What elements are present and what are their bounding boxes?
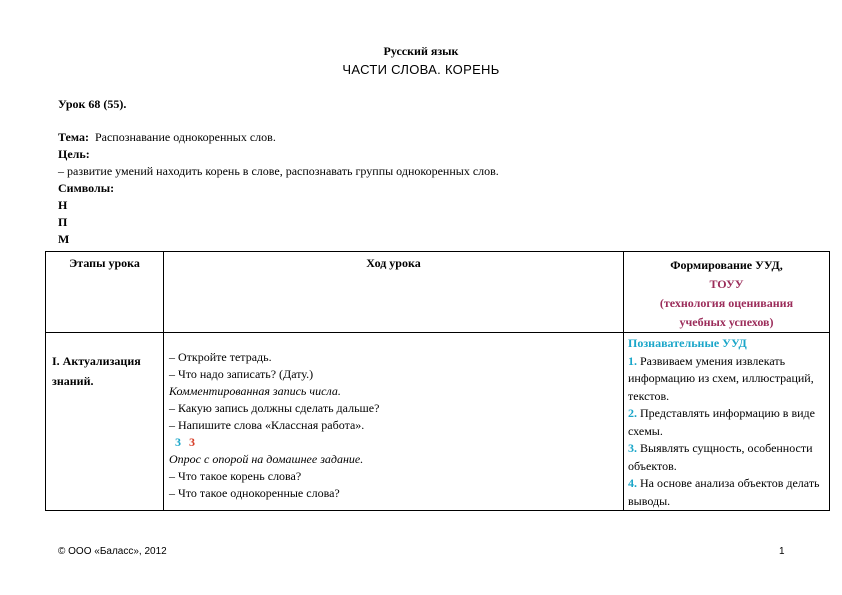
symbol-m: М bbox=[58, 232, 70, 246]
symbol-p: П bbox=[58, 215, 68, 229]
course-line: – Откройте тетрадь. bbox=[169, 350, 272, 364]
course-line: – Что такое однокоренные слова? bbox=[169, 486, 340, 500]
colored-numbers bbox=[169, 434, 623, 451]
uud-item: 2. Представлять информацию в виде схемы. bbox=[628, 406, 815, 438]
tovu-label: ТОУУ bbox=[709, 277, 744, 291]
topic-value: Распознавание однокоренных слов. bbox=[94, 130, 276, 144]
course-line: Комментированная запись числа. bbox=[169, 384, 341, 398]
course-line: – Что такое корень слова? bbox=[169, 469, 302, 483]
uud-item: 3. Выявлять сущность, особенности объектов. bbox=[628, 441, 813, 473]
lesson-meta bbox=[58, 129, 499, 248]
uud-cell bbox=[624, 333, 830, 511]
course-line: – Какую запись должны сделать дальше? bbox=[169, 401, 380, 415]
course-line: Опрос с опорой на домашнее задание. bbox=[169, 452, 364, 466]
symbols-label: Символы: bbox=[58, 181, 115, 195]
page-number: 1 bbox=[779, 546, 785, 557]
goal-label: Цель: bbox=[58, 147, 90, 161]
tech-label-1: (технология оценивания bbox=[659, 296, 794, 310]
symbol-n: Н bbox=[58, 198, 68, 212]
topic-label: Тема: bbox=[58, 130, 89, 144]
course-line: – Что надо записать? (Дату.) bbox=[169, 367, 314, 381]
topic-line bbox=[58, 129, 499, 146]
table-row bbox=[46, 333, 830, 511]
uud-title: Познавательные УУД bbox=[628, 336, 747, 350]
goal-value: – развитие умений находить корень в слове, распознавать группы однокоренных слов. bbox=[58, 164, 499, 178]
page-title: ЧАСТИ СЛОВА. КОРЕНЬ bbox=[342, 62, 500, 77]
lesson-table bbox=[45, 251, 830, 511]
uud-item: 4. На основе анализа объектов делать выводы. bbox=[628, 476, 820, 508]
uud-item: 1. Развиваем умения извлекать информацию из схем, иллюстраций, текстов. bbox=[628, 353, 814, 403]
course-line: – Напишите слова «Классная работа». bbox=[169, 418, 365, 432]
header-stages: Этапы урока bbox=[46, 252, 164, 333]
number-red: 3 bbox=[189, 435, 195, 449]
number-blue: 3 bbox=[175, 435, 181, 449]
stage-cell: I. Актуализация знаний. bbox=[46, 333, 164, 511]
tech-label-2: учебных успехов) bbox=[679, 315, 774, 329]
header-uud: Формирование УУД, ТОУУ (технология оценивания учебных успехов) bbox=[624, 252, 830, 333]
header-course: Ход урока bbox=[164, 252, 624, 333]
lesson-number: Урок 68 (55). bbox=[58, 97, 127, 111]
table-header-row bbox=[46, 252, 830, 333]
subject-heading: Русский язык bbox=[383, 44, 459, 58]
course-cell bbox=[164, 333, 624, 511]
footer-copyright: © ООО «Баласс», 2012 bbox=[58, 546, 167, 557]
